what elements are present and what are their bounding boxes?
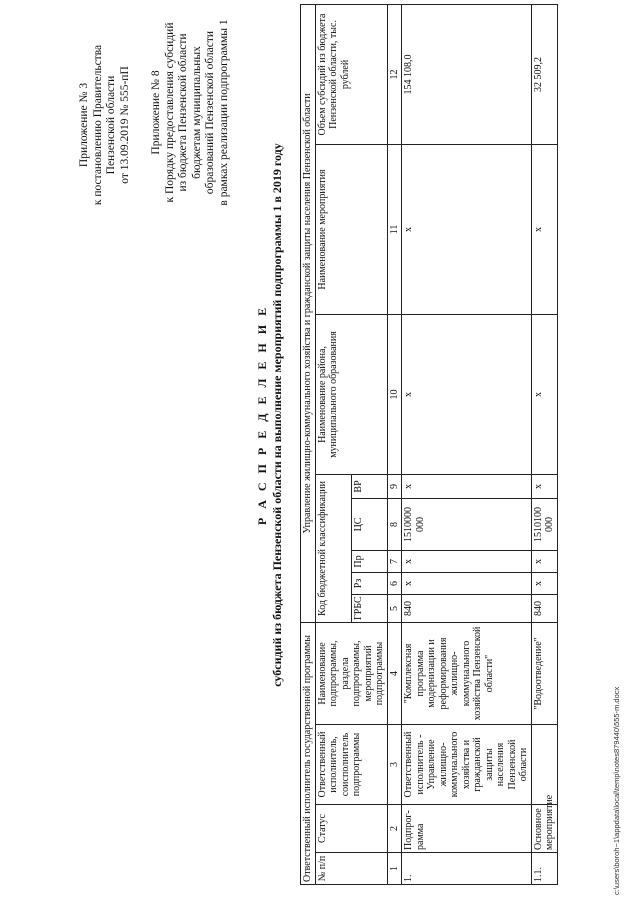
header-name: Наименование подпрограммы, раздела подпрограммы, мероприятий подпрограммы (315, 622, 387, 724)
row-pr: x (402, 550, 532, 572)
appendix-3-block (78, 35, 132, 215)
title-subtitle: субсидий из бюджета Пензенской области на выполнение мероприятий подпрограммы 1 в 2019 году (270, 143, 284, 687)
column-numbers-row (387, 4, 402, 884)
row-executor: Ответственный исполнитель - Управление жилищно-коммунального хозяйства и гражданской защиты населения Пензенской области (402, 725, 532, 805)
appendix-8-block (150, 0, 231, 225)
appendix-3-line: от 13.09.2019 № 555-пП (118, 66, 131, 184)
table-row (531, 4, 557, 884)
row-status: Основное мероприятие (531, 805, 557, 853)
column-number: 4 (387, 622, 402, 724)
appendix-8-line: образований Пензенской области (204, 30, 216, 195)
header-status: Статус (315, 805, 387, 853)
column-number: 5 (387, 594, 402, 622)
row-volume: 154 108,0 (402, 4, 532, 144)
table-row (402, 4, 532, 884)
row-event: x (402, 144, 532, 314)
row-vr: x (531, 474, 557, 498)
row-rz: x (531, 572, 557, 594)
column-number: 2 (387, 805, 402, 853)
appendix-8-line: Приложение № 8 (150, 70, 162, 155)
row-pr: x (531, 550, 557, 572)
row-district: x (531, 314, 557, 474)
header-rz: Рз (351, 572, 387, 594)
row-name: "Комплексная программа модернизации и реформирования жилищно-коммунального хозяйства Пензенской области" (402, 622, 532, 724)
appendix-3-line: к постановлению Правительства (91, 44, 104, 206)
header-grbs: ГРБС (351, 594, 387, 622)
row-rz: x (402, 572, 532, 594)
row-cs: 1510000 000 (402, 498, 532, 550)
column-number: 1 (387, 853, 402, 885)
appendix-8-line: из бюджета Пензенской области (177, 33, 189, 192)
top-left-header: Ответственный исполнитель государственной программы (301, 622, 316, 884)
header-volume: Объем субсидий из бюджета Пензенской области, тыс. рублей (315, 4, 387, 144)
appendix-8-line: в рамках реализации подпрограммы 1 (217, 19, 230, 206)
row-num: 1.1. (531, 853, 557, 885)
header-budget-code: Код бюджетной классификации (315, 474, 351, 622)
row-volume: 32 509,2 (531, 4, 557, 144)
row-num: 1. (402, 853, 532, 885)
row-grbs: 840 (402, 594, 532, 622)
appendix-3-line: Приложение № 3 (78, 82, 90, 168)
distribution-table (300, 4, 558, 885)
title-heading: Р А С П Р Е Д Е Л Е Н И Е (255, 304, 269, 526)
row-grbs: 840 (531, 594, 557, 622)
column-number: 3 (387, 725, 402, 805)
appendix-8-line: к Порядку предоставления субсидий (163, 22, 176, 203)
column-number: 12 (387, 4, 402, 144)
row-cs: 1510100 000 (531, 498, 557, 550)
table-header-row (315, 4, 351, 884)
header-district: Наименование района, муниципального образования (315, 314, 387, 474)
document-title (255, 0, 285, 845)
row-event: x (531, 144, 557, 314)
appendix-8-line: бюджетам муниципальных (190, 46, 203, 179)
column-number: 11 (387, 144, 402, 314)
table-top-header-row (301, 4, 316, 884)
header-pr: Пр (351, 550, 387, 572)
header-event: Наименование мероприятия (315, 144, 387, 314)
column-number: 6 (387, 572, 402, 594)
row-status: Подпрог-рамма (402, 805, 532, 853)
row-district: x (402, 314, 532, 474)
header-cs: ЦС (351, 498, 387, 550)
appendix-3-line: Пензенской области (105, 75, 117, 175)
column-number: 9 (387, 474, 402, 498)
header-num: № п/п (315, 853, 387, 885)
column-number: 10 (387, 314, 402, 474)
row-name: "Водоотведение" (531, 622, 557, 724)
top-right-header: Управление жилищно-коммунального хозяйства и гражданской защиты населения Пензенской области (301, 4, 316, 622)
column-number: 8 (387, 498, 402, 550)
column-number: 7 (387, 550, 402, 572)
header-vr: ВР (351, 474, 387, 498)
row-vr: x (402, 474, 532, 498)
file-path-footer: c:\users\boroh~1\appdata\local\temp\notes879440\555-m.docx (612, 686, 621, 895)
row-executor (531, 725, 557, 805)
header-executor: Ответственный исполнитель, соисполнитель подпрограммы (315, 725, 387, 805)
